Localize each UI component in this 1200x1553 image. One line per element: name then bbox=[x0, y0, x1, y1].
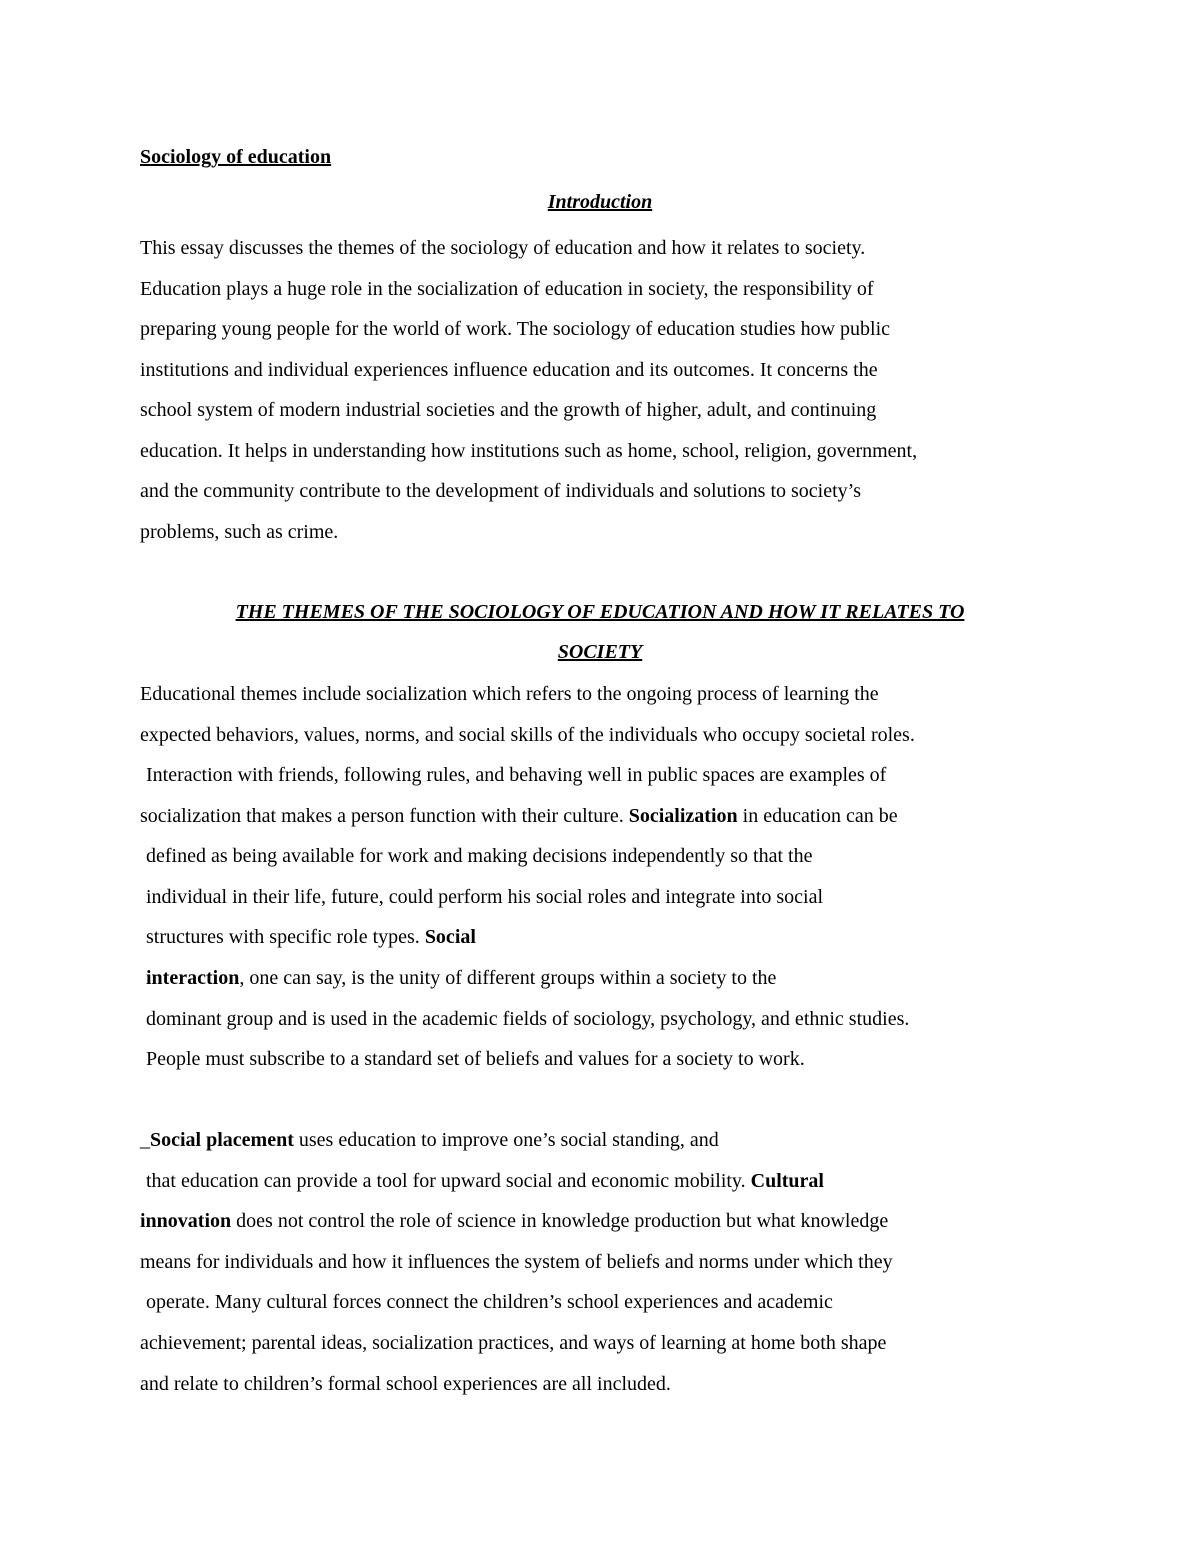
intro-line-2: Education plays a huge role in the socialization of education in society, the responsibility of bbox=[140, 278, 874, 300]
intro-line-1: This essay discusses the themes of the sociology of education and how it relates to society. bbox=[140, 237, 866, 259]
intro-line-6: education. It helps in understanding how institutions such as home, school, religion, government, bbox=[140, 440, 918, 462]
placement-line-3-post: does not control the role of science in knowledge production but what knowledge bbox=[231, 1210, 889, 1232]
placement-line-2-pre: that education can provide a tool for upward social and economic mobility. bbox=[146, 1170, 751, 1192]
themes-line-6: individual in their life, future, could perform his social roles and integrate into social bbox=[146, 886, 824, 908]
intro-line-3: preparing young people for the world of work. The sociology of education studies how public bbox=[140, 318, 891, 340]
themes-heading-line-1: THE THEMES OF THE SOCIOLOGY OF EDUCATION AND HOW IT RELATES TO bbox=[235, 601, 965, 623]
placement-mark: _ bbox=[140, 1129, 150, 1151]
placement-line-1 bbox=[140, 1128, 719, 1152]
placement-line-2 bbox=[146, 1169, 824, 1193]
themes-line-8-post: , one can say, is the unity of different groups within a society to the bbox=[239, 967, 777, 989]
innovation-term: innovation bbox=[140, 1210, 232, 1232]
interaction-term: interaction bbox=[146, 967, 240, 989]
intro-line-5: school system of modern industrial societies and the growth of higher, adult, and continuing bbox=[140, 399, 877, 421]
themes-line-4 bbox=[140, 804, 898, 828]
themes-line-7-pre: structures with specific role types. bbox=[146, 926, 425, 948]
placement-line-6: achievement; parental ideas, socialization practices, and ways of learning at home both shape bbox=[140, 1332, 887, 1354]
themes-line-9: dominant group and is used in the academic fields of sociology, psychology, and ethnic studies. bbox=[146, 1008, 910, 1030]
intro-line-8: problems, such as crime. bbox=[140, 521, 339, 543]
themes-line-3: Interaction with friends, following rules, and behaving well in public spaces are examples of bbox=[146, 764, 887, 786]
themes-line-1: Educational themes include socialization which refers to the ongoing process of learning the bbox=[140, 683, 879, 705]
themes-heading-line-2: SOCIETY bbox=[557, 641, 643, 663]
themes-line-8 bbox=[146, 966, 776, 990]
placement-line-7: and relate to children’s formal school experiences are all included. bbox=[140, 1373, 671, 1395]
placement-line-5: operate. Many cultural forces connect the children’s school experiences and academic bbox=[146, 1291, 833, 1313]
placement-line-3 bbox=[140, 1209, 888, 1233]
intro-line-7: and the community contribute to the development of individuals and solutions to society’s bbox=[140, 480, 861, 502]
document-title: Sociology of education bbox=[140, 146, 332, 168]
intro-line-4: institutions and individual experiences influence education and its outcomes. It concerns the bbox=[140, 359, 878, 381]
themes-line-7 bbox=[146, 925, 476, 949]
themes-line-4-pre: socialization that makes a person function with their culture. bbox=[140, 805, 629, 827]
placement-line-1-post: uses education to improve one’s social standing, and bbox=[293, 1129, 719, 1151]
cultural-term: Cultural bbox=[750, 1170, 824, 1192]
placement-line-4: means for individuals and how it influences the system of beliefs and norms under which they bbox=[140, 1251, 893, 1273]
themes-line-2: expected behaviors, values, norms, and social skills of the individuals who occupy societal roles. bbox=[140, 724, 915, 746]
socialization-term: Socialization bbox=[628, 805, 738, 827]
social-term: Social bbox=[424, 926, 476, 948]
social-placement-term: Social placement bbox=[150, 1129, 294, 1151]
themes-line-4-post: in education can be bbox=[737, 805, 898, 827]
themes-line-10: People must subscribe to a standard set of beliefs and values for a society to work. bbox=[146, 1048, 805, 1070]
intro-heading: Introduction bbox=[547, 191, 653, 213]
themes-line-5: defined as being available for work and making decisions independently so that the bbox=[146, 845, 813, 867]
